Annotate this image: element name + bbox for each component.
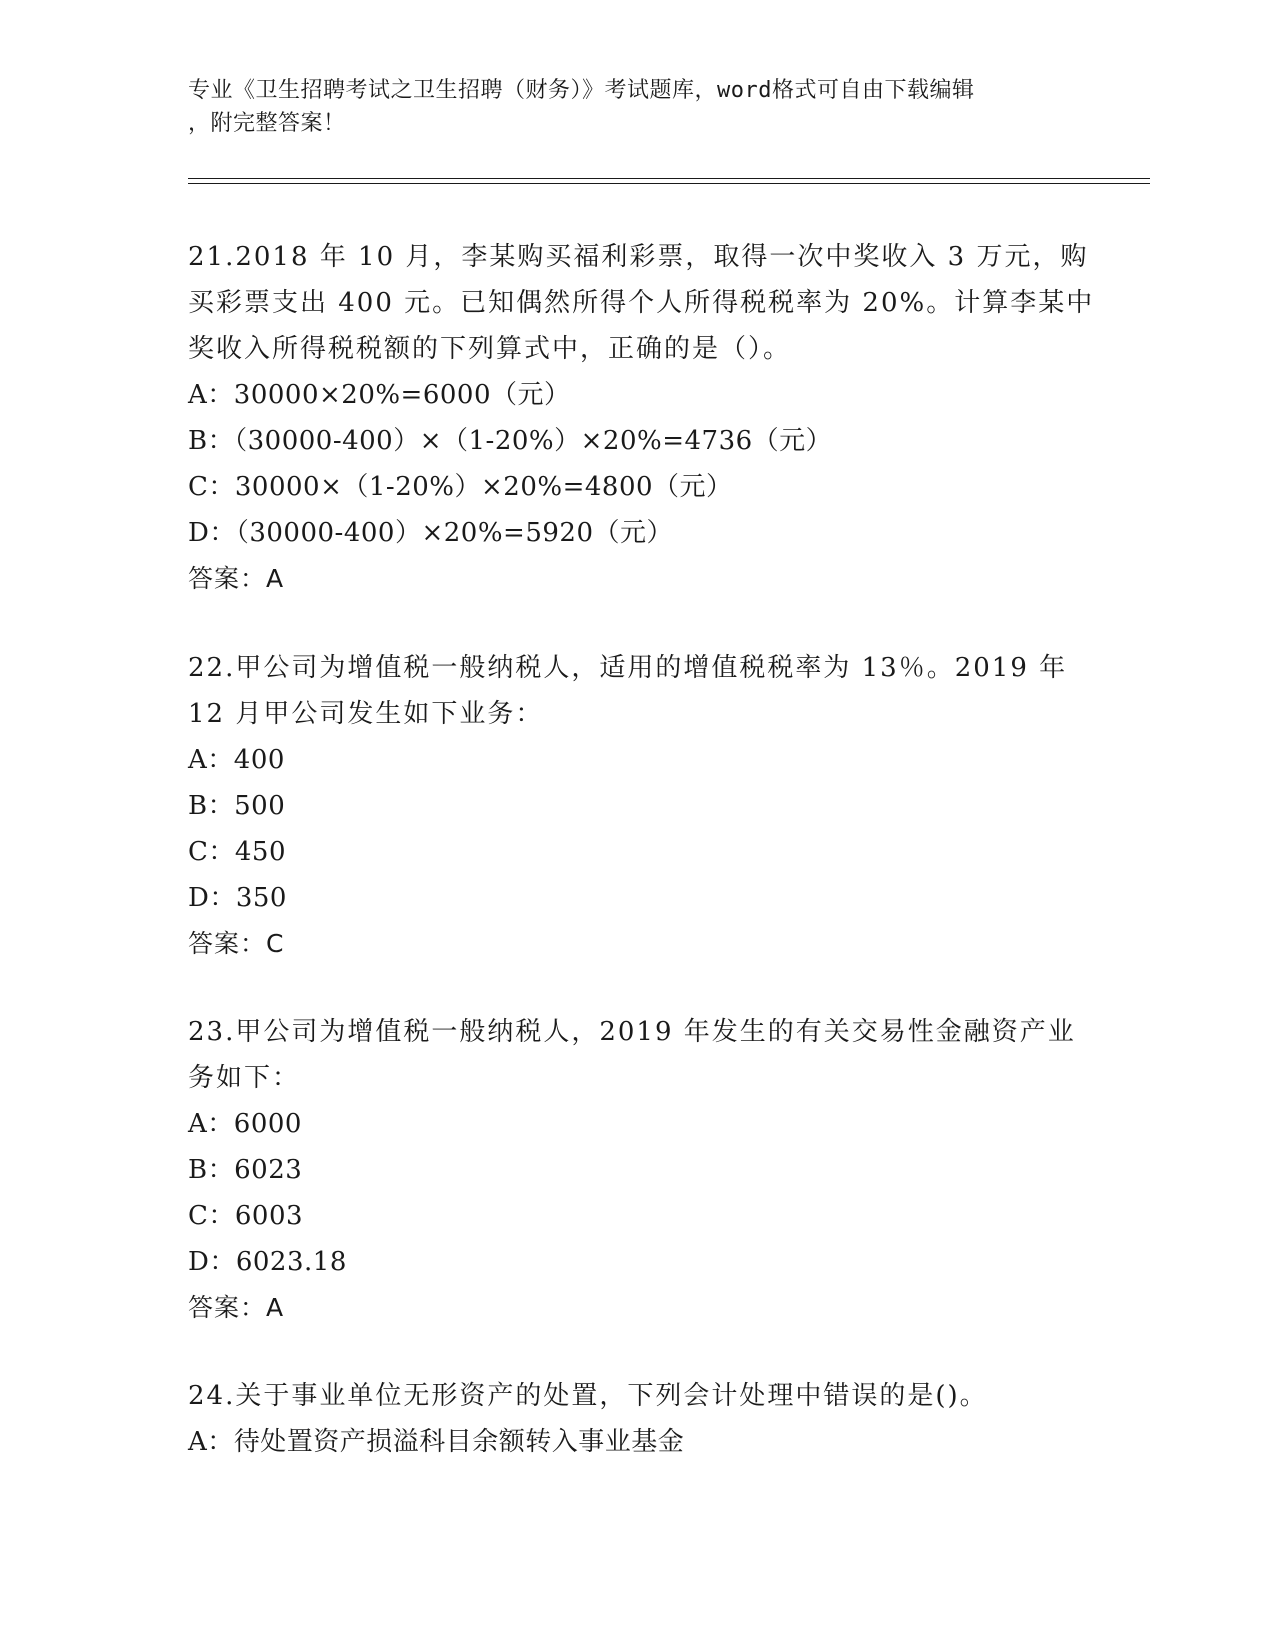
header-line: 专业《卫生招聘考试之卫生招聘（财务）》考试题库，word格式可自由下载编辑 xyxy=(188,78,975,103)
option-a: A：6000 xyxy=(188,1109,302,1139)
question-24 xyxy=(188,1373,1088,1465)
option-c: C：30000×（1-20%）×20%=4800（元） xyxy=(188,472,733,502)
question-21 xyxy=(188,234,1095,602)
header-divider xyxy=(188,178,1150,179)
header-divider xyxy=(188,183,1150,184)
question-text: 22.甲公司为增值税一般纳税人，适用的增值税税率为 13％。2019 年 xyxy=(188,653,1068,683)
question-text: 23.甲公司为增值税一般纳税人，2019 年发生的有关交易性金融资产业 xyxy=(188,1017,1076,1047)
option-a: A：30000×20%=6000（元） xyxy=(188,380,571,410)
question-text: 12 月甲公司发生如下业务： xyxy=(188,699,544,729)
option-c: C：450 xyxy=(188,837,287,867)
option-a: A：待处置资产损溢科目余额转入事业基金 xyxy=(188,1427,685,1457)
option-b: B：（30000-400）×（1-20%）×20%=4736（元） xyxy=(188,426,833,456)
option-a: A：400 xyxy=(188,745,285,775)
question-text: 24.关于事业单位无形资产的处置，下列会计处理中错误的是()。 xyxy=(188,1381,988,1411)
option-c: C：6003 xyxy=(188,1201,304,1231)
option-b: B：500 xyxy=(188,791,286,821)
answer-line: 答案：A xyxy=(188,1293,285,1322)
option-d: D：（30000-400）×20%=5920（元） xyxy=(188,518,673,548)
option-b: B：6023 xyxy=(188,1155,303,1185)
header-line: ，附完整答案！ xyxy=(188,111,346,136)
question-text: 奖收入所得税税额的下列算式中，正确的是（）。 xyxy=(188,334,792,364)
answer-line: 答案：A xyxy=(188,564,285,593)
question-23 xyxy=(188,1009,1088,1331)
document-header xyxy=(188,74,1088,140)
question-text: 买彩票支出 400 元。已知偶然所得个人所得税税率为 20%。计算李某中 xyxy=(188,288,1095,318)
option-d: D：350 xyxy=(188,883,287,913)
question-22 xyxy=(188,645,1088,967)
option-d: D：6023.18 xyxy=(188,1247,347,1277)
question-text: 21.2018 年 10 月，李某购买福利彩票，取得一次中奖收入 3 万元，购 xyxy=(188,242,1089,272)
question-text: 务如下： xyxy=(188,1063,301,1093)
answer-line: 答案：C xyxy=(188,929,285,958)
